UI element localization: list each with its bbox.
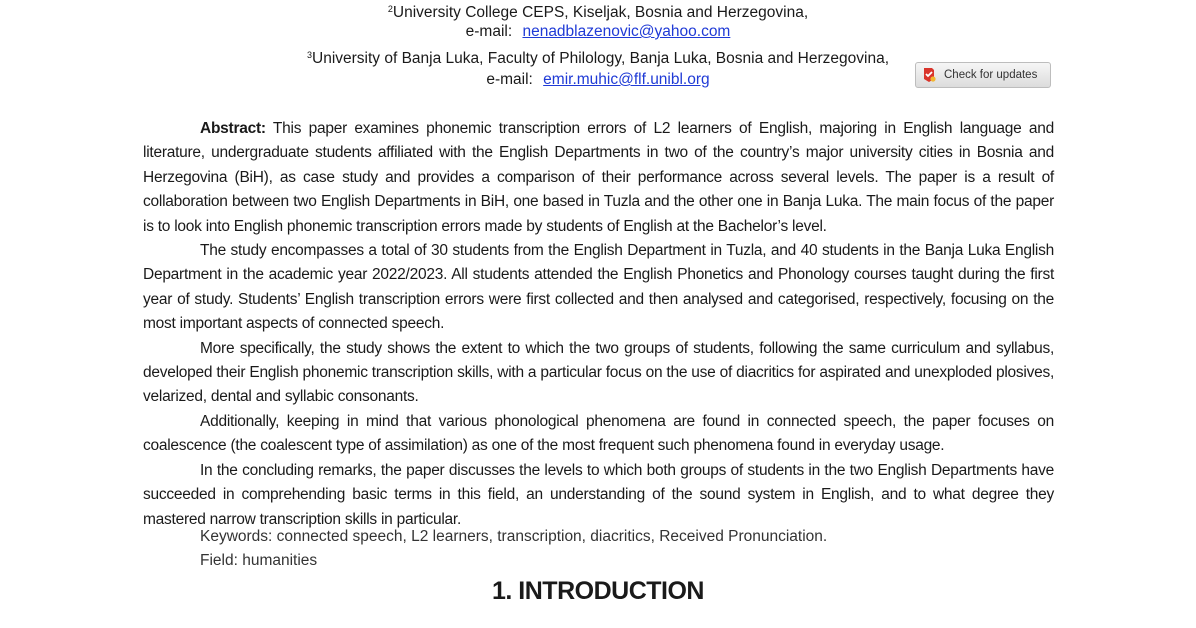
abstract-body [143,117,1054,532]
abstract-paragraph: Additionally, keeping in mind that various phonological phenomena are found in connected speech, the paper focuses on coalescence (the coalescent type of assimilation) as one of the most frequent such phenomena found in everyday usage. [143,412,1054,455]
email-link[interactable]: nenadblazenovic@yahoo.com [522,23,731,40]
affiliation-text: University College CEPS, Kiseljak, Bosnia and Herzegovina, [392,4,809,21]
abstract-label: Abstract: [200,120,266,137]
abstract-paragraph-text: This paper examines phonemic transcription errors of L2 learners of English, majoring in English language and literature, undergraduate students affiliated with the English Departments in two of the country’s major university cities in Bosnia and Herzegovina (BiH), as case study and provides a comparison of their performance across several levels. The paper is a result of collaboration between two English Departments in BiH, one based in Tuzla and the other one in Banja Luka. The main focus of the paper is to look into English phonemic transcription errors made by students of English at the Bachelor’s level. [143,120,1054,235]
abstract-paragraph [143,117,1054,239]
affiliation-superscript: 2 [387,4,393,14]
email-link[interactable]: emir.muhic@flf.unibl.org [543,71,710,88]
keywords-line: Keywords: connected speech, L2 learners, transcription, diacritics, Received Pronunciation. [200,528,828,545]
section-heading: 1. INTRODUCTION [492,577,704,605]
email-line [0,22,1196,42]
check-for-updates-label: Check for updates [944,69,1038,81]
affiliation-superscript: 3 [307,50,313,60]
email-label: e-mail: [465,23,513,40]
field-line: Field: humanities [200,552,318,569]
check-for-updates-button[interactable] [915,62,1051,88]
abstract-paragraph: The study encompasses a total of 30 students from the English Department in Tuzla, and 40 students in the Banja Luka English Department in the academic year 2022/2023. All students attended the English Phonetics and Phonology courses taught during the first year of study. Students’ English transcription errors were first collected and then analysed and categorised, respectively, focusing on the most important aspects of connected speech. [143,242,1054,333]
abstract-paragraph: In the concluding remarks, the paper discusses the levels to which both groups of students in the two English Departments have succeeded in comprehending basic terms in this field, an understanding of the sound system in English, and to what degree they mastered narrow transcription skills in particular. [143,461,1054,528]
email-label: e-mail: [486,71,533,88]
check-for-updates-icon [922,67,936,83]
affiliation-text: University of Banja Luka, Faculty of Philology, Banja Luka, Bosnia and Herzegovina, [312,50,889,67]
abstract-paragraph: More specifically, the study shows the extent to which the two groups of students, following the same curriculum and syllabus, developed their English phonemic transcription skills, with a particular focus on the use of diacritics for aspirated and unexploded plosives, velarized, dental and syllabic consonants. [143,339,1054,406]
affiliation-line [0,0,1196,23]
